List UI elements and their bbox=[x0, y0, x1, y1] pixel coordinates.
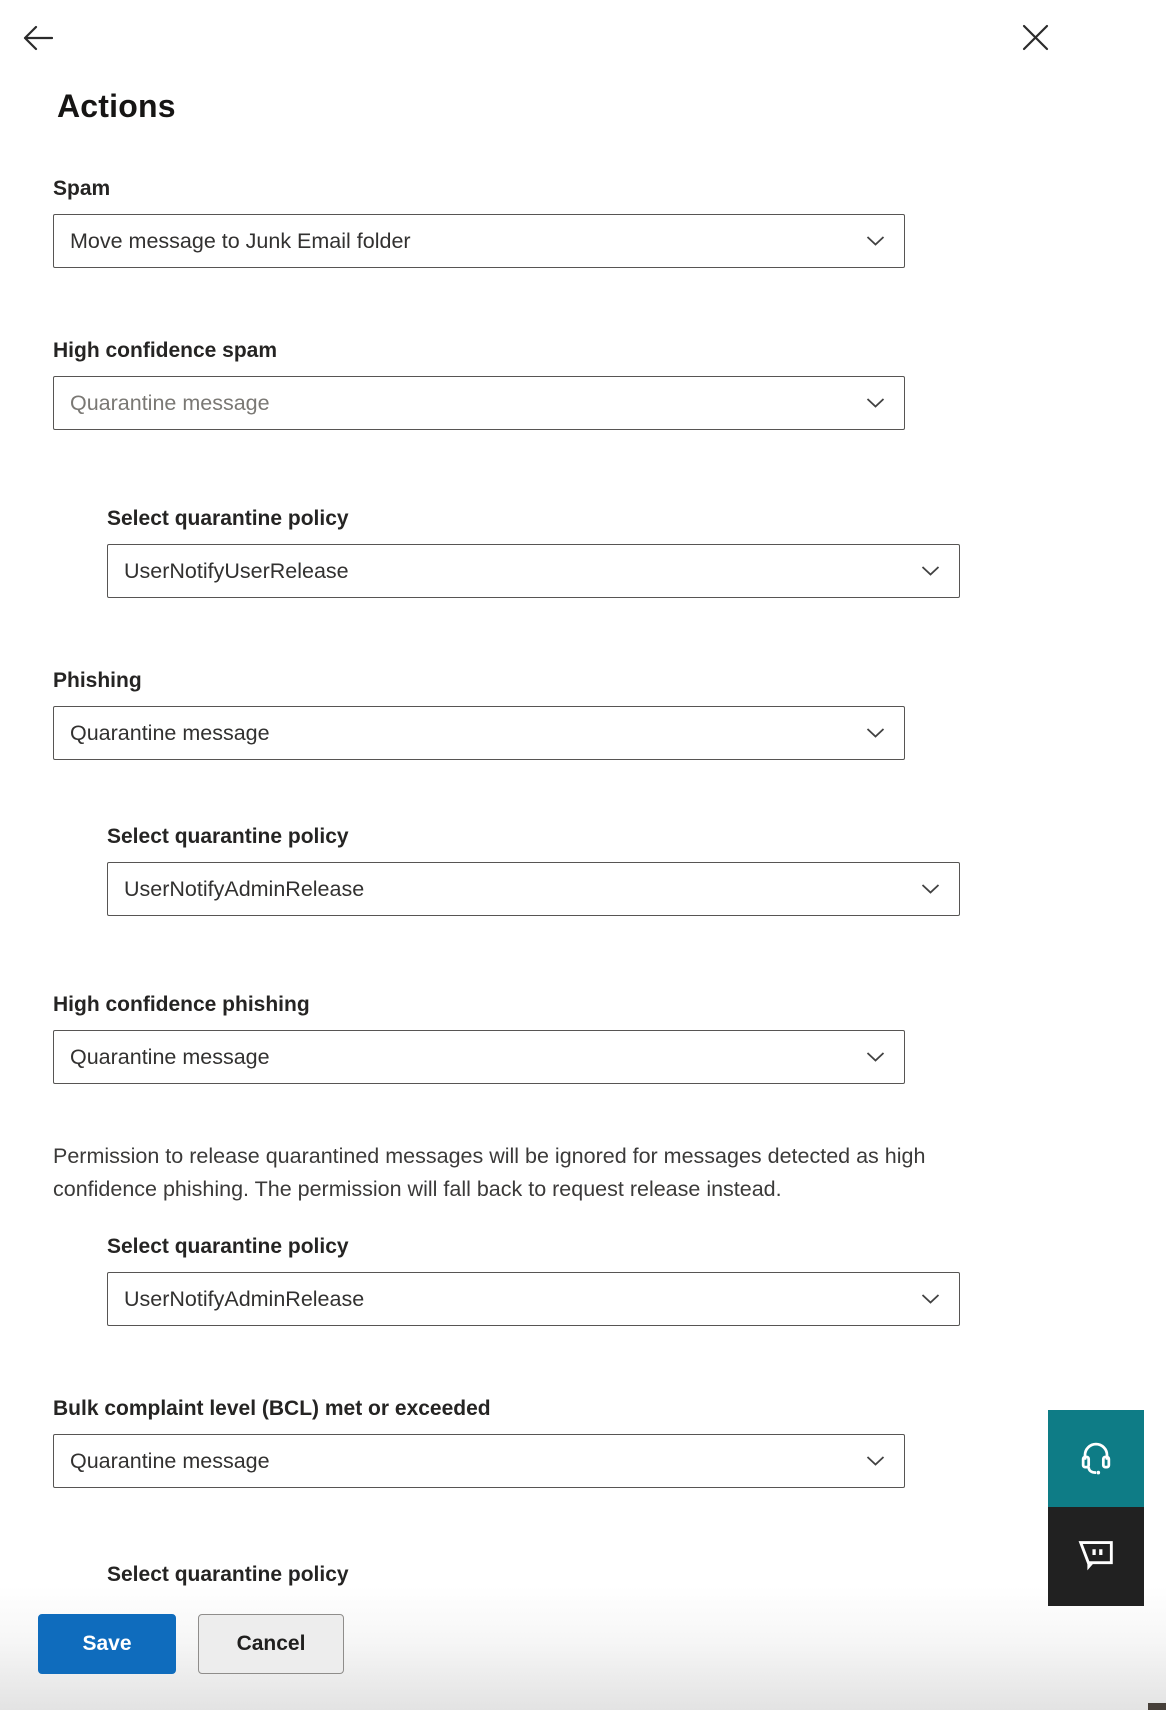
headset-icon bbox=[1074, 1434, 1118, 1483]
bulk-complaint-level-label: Bulk complaint level (BCL) met or exceeded bbox=[53, 1397, 491, 1420]
bcl-quarantine-policy-label: Select quarantine policy bbox=[107, 1563, 349, 1586]
chevron-down-icon bbox=[866, 1052, 885, 1063]
hcp-quarantine-policy-label: Select quarantine policy bbox=[107, 1235, 349, 1258]
chevron-down-icon bbox=[921, 566, 940, 577]
field-spam bbox=[53, 176, 905, 268]
field-phishing bbox=[53, 668, 905, 760]
field-hcp-quarantine-policy bbox=[107, 1234, 960, 1326]
page-title: Actions bbox=[57, 88, 176, 124]
field-high-confidence-phishing bbox=[53, 992, 905, 1084]
chevron-down-icon bbox=[866, 236, 885, 247]
high-confidence-spam-action-dropdown[interactable] bbox=[53, 376, 905, 430]
phishing-action-value: Quarantine message bbox=[70, 720, 270, 745]
field-bulk-complaint-level bbox=[53, 1396, 905, 1488]
hcp-quarantine-policy-value: UserNotifyAdminRelease bbox=[124, 1286, 365, 1311]
chevron-down-icon bbox=[866, 398, 885, 409]
actions-form bbox=[53, 118, 1113, 1600]
cancel-button[interactable]: Cancel bbox=[198, 1614, 344, 1674]
high-confidence-spam-action-value: Quarantine message bbox=[70, 390, 270, 415]
footer-bar bbox=[0, 1586, 1166, 1710]
chevron-down-icon bbox=[921, 1294, 940, 1305]
field-hcs-quarantine-policy bbox=[107, 506, 960, 598]
phishing-label: Phishing bbox=[53, 669, 142, 692]
high-confidence-phishing-action-dropdown[interactable] bbox=[53, 1030, 905, 1084]
bulk-complaint-level-action-value: Quarantine message bbox=[70, 1448, 270, 1473]
field-bcl-quarantine-policy bbox=[107, 1562, 960, 1588]
phishing-quarantine-policy-value: UserNotifyAdminRelease bbox=[124, 876, 365, 901]
back-arrow-icon bbox=[23, 24, 53, 55]
close-icon bbox=[1022, 24, 1049, 54]
back-button[interactable] bbox=[22, 23, 54, 55]
feedback-chat-icon bbox=[1073, 1532, 1119, 1581]
chevron-down-icon bbox=[866, 728, 885, 739]
hcs-quarantine-policy-dropdown[interactable] bbox=[107, 544, 960, 598]
high-confidence-spam-label: High confidence spam bbox=[53, 339, 278, 362]
phishing-action-dropdown[interactable] bbox=[53, 706, 905, 760]
high-confidence-phishing-action-value: Quarantine message bbox=[70, 1044, 270, 1069]
hcp-quarantine-policy-dropdown[interactable] bbox=[107, 1272, 960, 1326]
bulk-complaint-level-action-dropdown[interactable] bbox=[53, 1434, 905, 1488]
feedback-button[interactable] bbox=[1048, 1507, 1144, 1606]
high-confidence-phishing-label: High confidence phishing bbox=[53, 993, 310, 1016]
chevron-down-icon bbox=[866, 1456, 885, 1467]
field-phishing-quarantine-policy bbox=[107, 824, 960, 916]
save-button[interactable]: Save bbox=[38, 1614, 176, 1674]
spam-label: Spam bbox=[53, 177, 111, 200]
chevron-down-icon bbox=[921, 884, 940, 895]
high-confidence-phishing-note: Permission to release quarantined messages will be ignored for messages detected as high confidence phishing. The permission will fall back to request release instead. bbox=[53, 1144, 926, 1201]
support-button[interactable] bbox=[1048, 1410, 1144, 1507]
spam-action-dropdown[interactable] bbox=[53, 214, 905, 268]
phishing-quarantine-policy-label: Select quarantine policy bbox=[107, 825, 349, 848]
hcs-quarantine-policy-value: UserNotifyUserRelease bbox=[124, 558, 349, 583]
field-high-confidence-spam bbox=[53, 338, 905, 430]
hcs-quarantine-policy-label: Select quarantine policy bbox=[107, 507, 349, 530]
phishing-quarantine-policy-dropdown[interactable] bbox=[107, 862, 960, 916]
spam-action-value: Move message to Junk Email folder bbox=[70, 228, 411, 253]
screen-corner-artifact bbox=[1148, 1703, 1166, 1710]
close-button[interactable] bbox=[1019, 23, 1051, 55]
